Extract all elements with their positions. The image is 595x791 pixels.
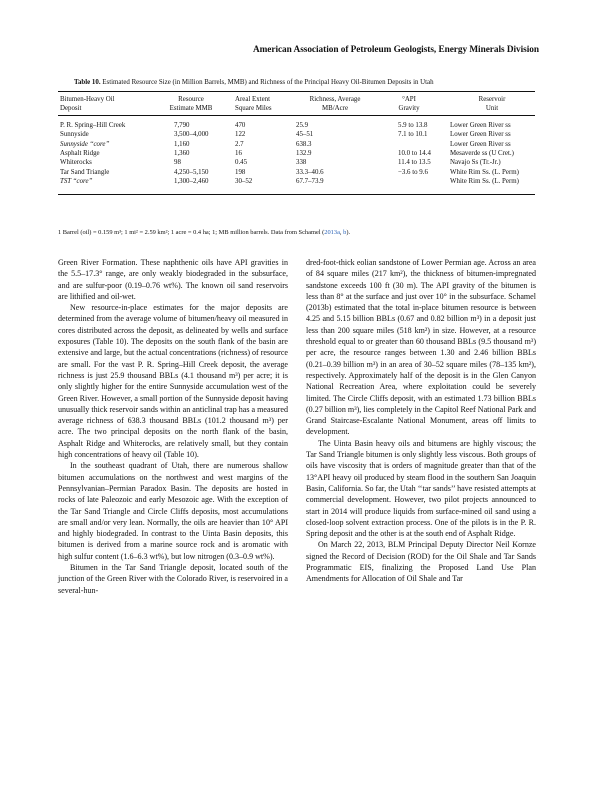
paragraph: dred-foot-thick eolian sandstone of Lower Permian age. Across an area of 84 square miles (217 km²), the thickness of bitumen-impregnated sandstone exceeds 100 ft (30 m). The API gravity of the bitumen is less than 8° at the surface and just over 10° in the subsurface. Schamel (2013b) estimated that the total in-place bitumen resource is between 4.25 and 5.15 billion BBLs (0.67 and 0.82 billion m³) in a deposit just less than 200 square miles (518 km²) in size. However, at a resource threshold equal to or greater than 60 thousand BBLs (9.5 thousand m³) per acre, the resource ranges between 1.30 and 2.46 billion BBLs (0.21–0.39 billion m³) in an area of 30–52 square miles (78–135 km²), respectively. Approximately half of the deposit is in the Glen Canyon National Recreation Area, where exploitation could be severely limited. The Circle Cliffs deposit, with an estimated 1.73 billion BBLs (0.27 billion m³), lies completely in the Capitol Reef National Park and Grand Staircase-Escalante National Monument, areas off limits to development. (306, 258, 536, 437)
table-caption (74, 79, 434, 86)
table-caption-text: Estimated Resource Size (in Million Barrels, MMB) and Richness of the Principal Heavy Oil-Bitumen Deposits in Utah (102, 79, 434, 86)
cell-api: 7.1 to 10.1 (398, 131, 428, 139)
cell-area: 122 (235, 131, 246, 139)
footnote-end: ). (346, 229, 351, 236)
table-caption-label: Table 10. (74, 79, 101, 86)
table-top-rule (58, 91, 535, 92)
cell-resource: 7,790 (174, 122, 190, 129)
col-header-richness: Richness, Average MB/Acre (309, 96, 361, 112)
cell-richness: 67.7–73.9 (296, 177, 324, 185)
paragraph: The Uinta Basin heavy oils and bitumens are highly viscous; the Tar Sand Triangle bitumen is only slightly less viscous. Both groups of oils have viscosity that is orders of magnitude greater than that of the 13°API heavy oil produced by steam flood in the southern San Joaquin Basin, California. So far, the Utah ‘‘tar sands’’ have resisted attempts at commercial development. However, two pilot projects announced to start in 2014 will produce liquids from surface-mined oil sand using a closed-loop solvent extraction process. One of the pilots is in the P. R. Spring deposit and the other is at the south end of Asphalt Ridge. (306, 438, 536, 539)
cell-unit: Lower Green River ss (450, 122, 511, 129)
cell-resource: 98 (174, 159, 181, 167)
cell-area: 198 (235, 168, 246, 176)
paragraph: Green River Formation. These naphthenic oils have API gravities in the 5.5–17.3° range, are only weakly biodegraded in the subsurface, and are sulfur-poor (0.19–0.76 wt%). The known oil sand reservoirs are lithified and oil-wet. (58, 258, 288, 301)
cell-deposit: Asphalt Ridge (60, 149, 100, 157)
cell-unit: Mesaverde ss (U Cret.) (450, 149, 514, 157)
cell-richness: 338 (296, 159, 307, 167)
running-header: American Association of Petroleum Geologists, Energy Minerals Division (252, 45, 539, 55)
cell-deposit: Tar Sand Triangle (60, 168, 110, 176)
paragraph: In the southeast quadrant of Utah, there are numerous shallow bitumen accumulations on the northwest and west margins of the Pennsylvanian–Permian Paradox Basin. The deposits are hosted in rocks of late Paleozoic and early Mesozoic age. With the exception of the Tar Sand Triangle and Circle Cliffs deposits, most accumulations are small and/or very lean. Normally, the oils are heavier than 10° API and highly biodegraded. In contrast to the Uinta Basin deposits, this bitumen is derived from a marine source rock and is aromatic with high sulfur content (1.6–6.3 wt%), but low nitrogen (0.3–0.9 wt%). (58, 461, 288, 561)
cell-unit: Lower Green River ss (450, 131, 511, 139)
cell-unit: White Rim Ss. (L. Perm) (450, 177, 519, 185)
footnote-text: 1 Barrel (oil) = 0.159 m³; 1 mi² = 2.59 km²; 1 acre = 0.4 ha; 1; MB million barrels. Data from Schamel ( (58, 229, 325, 236)
paragraph: New resource-in-place estimates for the major deposits are determined from the average volume of bitumen/heavy oil measured in cores distributed across the deposit, as delineated by wells and surface exposures (Table 10). The deposits on the south flank of the basin are extensive and large, but the actual concentrations (richness) of resource are small. For the vast P. R. Spring–Hill Creek deposit, the average richness is just 25.9 thousand BBLs (4.1 thousand m³) per acre; it is only slightly higher for the entire Sunnyside accumulation west of the Green River. However, a small portion of the Sunnyside deposit having unusually thick reservoir sands within an anticlinal trap has a measured average richness of 638.3 thousand BBLs (101.2 thousand m³) per acre. The two principal deposits on the north flank of the basin, Asphalt Ridge and Whiterocks, are relatively small, but they contain high concentrations of heavy oil (Table 10). (58, 303, 288, 460)
col-header-resource: Resource Estimate MMB (169, 96, 213, 112)
cell-resource: 1,160 (174, 140, 190, 148)
cell-richness: 25.9 (296, 122, 309, 129)
cell-deposit: Sunnyside (60, 131, 89, 139)
cell-resource: 1,300–2,460 (174, 177, 209, 185)
cell-deposit: Sunnyside ‘‘core’’ (60, 140, 110, 148)
cell-api: 5.9 to 13.8 (398, 122, 428, 129)
body-column-left (58, 257, 288, 596)
footnote-sep: , (339, 229, 344, 236)
table-bottom-rule (58, 194, 535, 195)
cell-richness: 638.3 (296, 140, 312, 148)
cell-area: 2.7 (235, 140, 244, 148)
col-header-deposit: Bitumen-Heavy Oil Deposit (60, 96, 115, 112)
cell-deposit: P. R. Spring–Hill Creek (60, 122, 126, 129)
col-header-unit: Reservoir Unit (478, 96, 506, 112)
cell-area: 0.45 (235, 159, 248, 167)
col-header-api: °API Gravity (398, 96, 420, 112)
cell-richness: 33.3–40.6 (296, 168, 324, 176)
cell-richness: 45–51 (296, 131, 314, 139)
cell-area: 30–52 (235, 177, 253, 185)
cell-api: 11.4 to 13.5 (398, 159, 431, 167)
cell-unit: Lower Green River ss (450, 140, 511, 148)
cell-area: 470 (235, 122, 246, 129)
cell-area: 16 (235, 149, 242, 157)
cell-deposit: TST ‘‘core’’ (60, 177, 93, 185)
ref-link-2013a[interactable]: 2013a (324, 229, 340, 236)
table-header-rule (58, 115, 535, 116)
cell-resource: 4,250–5,150 (174, 168, 209, 176)
cell-deposit: Whiterocks (60, 159, 92, 167)
cell-api: 10.0 to 14.4 (398, 149, 431, 157)
cell-resource: 3,500–4,000 (174, 131, 209, 139)
paragraph: On March 22, 2013, BLM Principal Deputy Director Neil Kornze signed the Record of Decision (ROD) for the Oil Shale and Tar Sands Programmatic EIS, finalizing the Proposed Land Use Plan Amendments for Allocation of Oil Shale and Tar (306, 540, 536, 584)
paragraph: Bitumen in the Tar Sand Triangle deposit, located south of the junction of the Green River with the Colorado River, is reservoired in a several-hun- (58, 563, 288, 595)
body-column-right (306, 257, 536, 585)
cell-unit: Navajo Ss (Tr.-Jr.) (450, 159, 501, 167)
ref-link-2013b[interactable]: b (343, 229, 347, 236)
cell-unit: White Rim Ss. (L. Perm) (450, 168, 519, 176)
table-footnote (58, 229, 350, 236)
col-header-area: Areal Extent Square Miles (235, 96, 272, 112)
cell-richness: 132.9 (296, 149, 312, 157)
cell-resource: 1,360 (174, 149, 190, 157)
cell-api: −3.6 to 9.6 (398, 168, 428, 176)
